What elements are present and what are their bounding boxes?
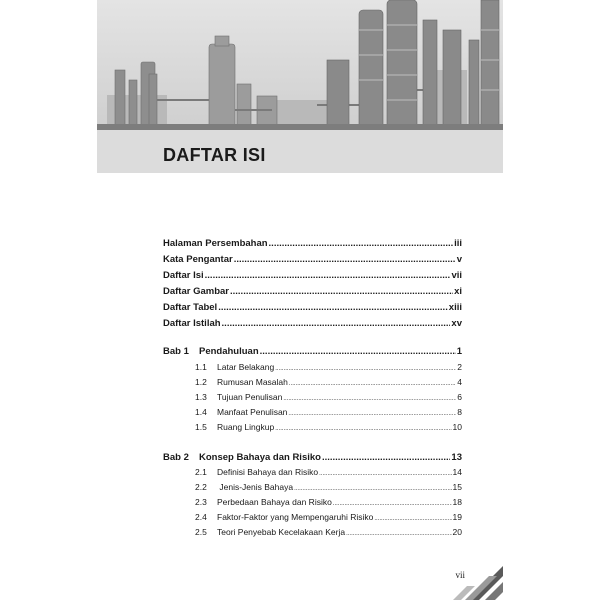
- toc-entry-page: v: [456, 254, 462, 265]
- toc-entry-label: Halaman Persembahan: [163, 238, 268, 249]
- section-title: Ruang Lingkup: [217, 422, 275, 432]
- dot-leader: [289, 381, 456, 387]
- toc-entry[interactable]: [163, 254, 462, 265]
- toc-entry[interactable]: [163, 238, 462, 249]
- dot-leader: [234, 254, 456, 265]
- section-title: Latar Belakang: [217, 362, 275, 372]
- toc-entry-label: Daftar Isi: [163, 270, 204, 281]
- dot-leader: [260, 346, 456, 357]
- section-title: Teori Penyebab Kecelakaan Kerja: [217, 527, 346, 537]
- dot-leader: [275, 366, 456, 372]
- toc-section[interactable]: [195, 377, 462, 387]
- toc-entry-label: Kata Pengantar: [163, 254, 233, 265]
- section-number: 1.5: [195, 422, 207, 432]
- section-page: 15: [452, 482, 462, 492]
- dot-leader: [288, 411, 456, 417]
- corner-stripes-decoration-icon: [423, 560, 503, 600]
- section-number: 2.2: [195, 482, 207, 492]
- title-band: [97, 130, 503, 173]
- industrial-plant-banner: [97, 0, 503, 130]
- dot-leader: [294, 486, 451, 492]
- section-page: 10: [452, 422, 462, 432]
- toc-entry-page: xiii: [448, 302, 462, 313]
- section-page: 8: [457, 407, 462, 417]
- section-title: Manfaat Penulisan: [217, 407, 288, 417]
- section-page: 6: [457, 392, 462, 402]
- dot-leader: [322, 452, 450, 463]
- section-page: 2: [457, 362, 462, 372]
- dot-leader: [205, 270, 451, 281]
- toc-section[interactable]: [195, 362, 462, 372]
- toc-entry-page: xv: [451, 318, 462, 329]
- dot-leader: [346, 531, 451, 537]
- page-title: DAFTAR ISI: [163, 145, 266, 165]
- toc-entry-label: Daftar Tabel: [163, 302, 218, 313]
- toc-entry-page: vii: [451, 270, 462, 281]
- toc-entry[interactable]: [163, 318, 462, 329]
- section-title: Jenis-Jenis Bahaya: [217, 482, 294, 492]
- section-title: Perbedaan Bahaya dan Risiko: [217, 497, 332, 507]
- dot-leader: [374, 516, 451, 522]
- section-number: 2.5: [195, 527, 207, 537]
- toc-entry[interactable]: [163, 286, 462, 297]
- section-number: 1.1: [195, 362, 207, 372]
- section-page: 19: [452, 512, 462, 522]
- section-title: Definisi Bahaya dan Risiko: [217, 467, 319, 477]
- section-number: 2.3: [195, 497, 207, 507]
- section-number: 1.3: [195, 392, 207, 402]
- dot-leader: [283, 396, 456, 402]
- chapter-number: Bab 1: [163, 346, 189, 357]
- dot-leader: [218, 302, 448, 313]
- dot-leader: [275, 426, 451, 432]
- toc-section[interactable]: [195, 422, 462, 432]
- toc-chapter[interactable]: [163, 452, 462, 463]
- section-number: 1.2: [195, 377, 207, 387]
- toc-entry-page: iii: [454, 238, 462, 249]
- toc-entry[interactable]: [163, 270, 462, 281]
- chapter-title: Pendahuluan: [199, 346, 259, 357]
- toc-chapter[interactable]: [163, 346, 462, 357]
- toc-section[interactable]: [195, 527, 462, 537]
- toc-section[interactable]: [195, 512, 462, 522]
- section-number: 2.4: [195, 512, 207, 522]
- toc-section[interactable]: [195, 392, 462, 402]
- toc-entry-label: Daftar Gambar: [163, 286, 229, 297]
- dot-leader: [319, 471, 451, 477]
- section-title: Faktor-Faktor yang Mempengaruhi Risiko: [217, 512, 374, 522]
- section-title: Rumusan Masalah: [217, 377, 288, 387]
- chapter-page: 13: [451, 452, 462, 463]
- dot-leader: [222, 318, 451, 329]
- toc-entry[interactable]: [163, 302, 462, 313]
- section-page: 4: [457, 377, 462, 387]
- chapter-number: Bab 2: [163, 452, 189, 463]
- toc-entry-page: xi: [454, 286, 462, 297]
- toc-section[interactable]: [195, 482, 462, 492]
- page-number: vii: [455, 570, 465, 580]
- dot-leader: [230, 286, 453, 297]
- dot-leader: [269, 238, 454, 249]
- section-page: 18: [452, 497, 462, 507]
- section-number: 2.1: [195, 467, 207, 477]
- chapter-page: 1: [456, 346, 462, 357]
- section-page: 14: [452, 467, 462, 477]
- toc-entry-label: Daftar Istilah: [163, 318, 221, 329]
- dot-leader: [333, 501, 452, 507]
- section-number: 1.4: [195, 407, 207, 417]
- toc-section[interactable]: [195, 497, 462, 507]
- section-title: Tujuan Penulisan: [217, 392, 283, 402]
- chapter-title: Konsep Bahaya dan Risiko: [199, 452, 321, 463]
- section-page: 20: [452, 527, 462, 537]
- toc-section[interactable]: [195, 467, 462, 477]
- book-page: [97, 0, 503, 600]
- toc-section[interactable]: [195, 407, 462, 417]
- industrial-plant-illustration-icon: [97, 0, 503, 130]
